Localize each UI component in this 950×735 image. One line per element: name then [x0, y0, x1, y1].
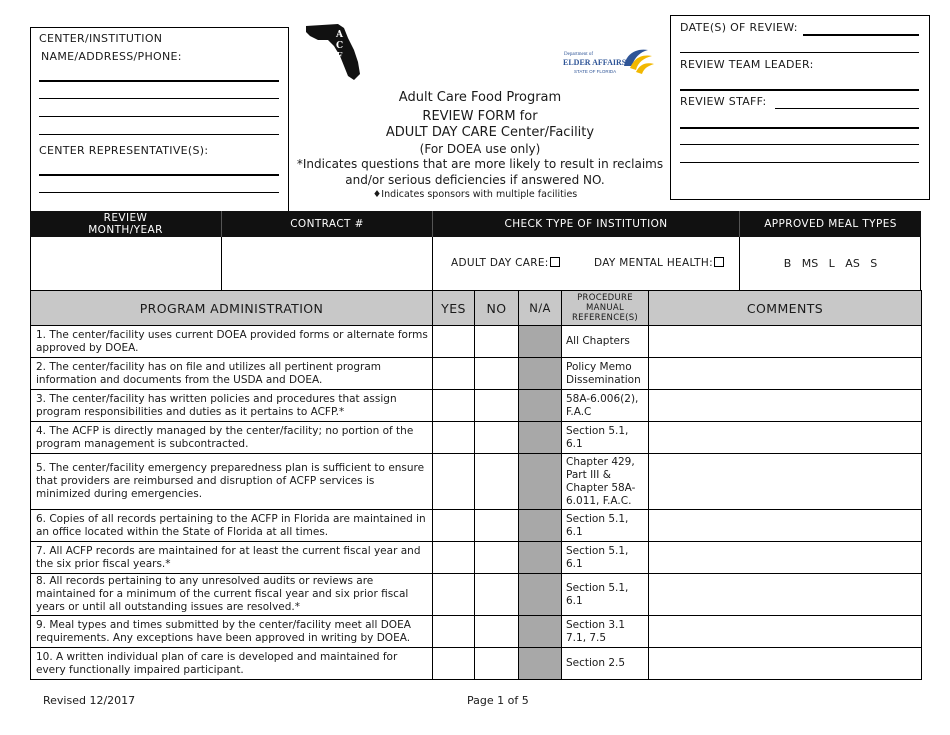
reference-text: Section 5.1, 6.1: [562, 422, 649, 454]
reference-text: 58A-6.006(2), F.A.C: [562, 390, 649, 422]
leader-line[interactable]: [680, 89, 919, 91]
comments-cell[interactable]: [649, 574, 922, 616]
table-row: [31, 616, 922, 648]
na-cell[interactable]: [519, 616, 562, 648]
table-row: [31, 574, 922, 616]
no-header: NO: [475, 291, 519, 326]
reference-text: Section 3.1 7.1, 7.5: [562, 616, 649, 648]
staff-line-1[interactable]: [775, 108, 919, 109]
note-line3: ♦Indicates sponsors with multiple facilities: [372, 189, 578, 200]
yes-cell[interactable]: [433, 648, 475, 680]
no-cell[interactable]: [475, 542, 519, 574]
question-text: 1. The center/facility uses current DOEA provided forms or alternate forms approved by DOEA.: [31, 326, 433, 358]
table-header-row: [31, 291, 922, 326]
table-row: [31, 510, 922, 542]
table-row: [31, 542, 922, 574]
question-text: 3. The center/facility has written policies and procedures that assign program responsibilities and duties as it pertains to ACFP.*: [31, 390, 433, 422]
dates-line-2[interactable]: [680, 52, 919, 53]
center-info-box: [30, 27, 289, 212]
name-line-4[interactable]: [39, 134, 279, 135]
title-line2: REVIEW FORM for: [422, 109, 538, 124]
meal-types-values: B MS L AS S: [783, 257, 878, 270]
dates-line-1[interactable]: [803, 34, 919, 36]
reference-text: Section 5.1, 6.1: [562, 574, 649, 616]
title-line4: (For DOEA use only): [419, 142, 541, 156]
elder-line3: STATE OF FLORIDA: [574, 69, 617, 74]
representative-label: CENTER REPRESENTATIVE(S):: [39, 144, 209, 157]
table-row: [31, 648, 922, 680]
yes-cell[interactable]: [433, 616, 475, 648]
comments-cell[interactable]: [649, 358, 922, 390]
staff-line-4[interactable]: [680, 162, 919, 163]
reference-text: All Chapters: [562, 326, 649, 358]
rep-line-1[interactable]: [39, 174, 279, 176]
question-text: 2. The center/facility has on file and utilizes all pertinent program information and documents from the USDA and DOEA.: [31, 358, 433, 390]
na-cell[interactable]: [519, 422, 562, 454]
center-label: CENTER/INSTITUTION: [39, 32, 163, 45]
review-info-box: [670, 15, 930, 200]
contract-cell[interactable]: [222, 237, 432, 290]
na-cell[interactable]: [519, 542, 562, 574]
no-cell[interactable]: [475, 510, 519, 542]
name-line-1[interactable]: [39, 80, 279, 82]
note-line1: *Indicates questions that are more likely to result in reclaims: [296, 157, 664, 171]
table-row: [31, 390, 922, 422]
page-number: Page 1 of 5: [467, 694, 529, 707]
leader-label: REVIEW TEAM LEADER:: [680, 58, 814, 71]
no-cell[interactable]: [475, 390, 519, 422]
question-text: 7. All ACFP records are maintained for at least the current fiscal year and the six prior fiscal years.*: [31, 542, 433, 574]
review-month-header: [30, 211, 221, 237]
meal-types-header: APPROVED MEAL TYPES: [764, 218, 897, 230]
note-line2: and/or serious deficiencies if answered NO.: [345, 173, 605, 187]
staff-label: REVIEW STAFF:: [680, 95, 767, 108]
na-cell[interactable]: [519, 326, 562, 358]
no-cell[interactable]: [475, 616, 519, 648]
title-line1: Adult Care Food Program: [398, 90, 562, 105]
comments-cell[interactable]: [649, 422, 922, 454]
yes-header: YES: [433, 291, 475, 326]
na-cell[interactable]: [519, 574, 562, 616]
elder-line1: Department of: [564, 52, 594, 57]
na-cell[interactable]: [519, 358, 562, 390]
table-row: [31, 454, 922, 510]
check-type-header: CHECK TYPE OF INSTITUTION: [504, 218, 668, 230]
yes-cell[interactable]: [433, 390, 475, 422]
yes-cell[interactable]: [433, 510, 475, 542]
staff-line-2[interactable]: [680, 127, 919, 129]
day-mental-health-option[interactable]: [594, 257, 724, 269]
table-row: [31, 358, 922, 390]
question-text: 10. A written individual plan of care is developed and maintained for every functionally impaired participant.: [31, 648, 433, 680]
table-row: [31, 422, 922, 454]
yes-cell[interactable]: [433, 326, 475, 358]
elder-line2: ELDER AFFAIRS: [563, 58, 627, 67]
na-cell[interactable]: [519, 454, 562, 510]
acfp-letters: ACFP: [336, 30, 344, 73]
institution-header-row: [30, 211, 921, 237]
yes-cell[interactable]: [433, 422, 475, 454]
day-mental-health-label: DAY MENTAL HEALTH:: [594, 257, 713, 269]
question-text: 5. The center/facility emergency preparedness plan is sufficient to ensure that providers are reimbursed and disruption of ACFP services is minimized during emergencies.: [31, 454, 433, 510]
adult-day-care-option[interactable]: [451, 257, 560, 269]
comments-cell[interactable]: [649, 616, 922, 648]
yes-cell[interactable]: [433, 542, 475, 574]
reference-text: Section 2.5: [562, 648, 649, 680]
contract-header: CONTRACT #: [290, 218, 364, 230]
comments-cell[interactable]: [649, 390, 922, 422]
dates-label: DATE(S) OF REVIEW:: [680, 21, 798, 34]
comments-cell[interactable]: [649, 648, 922, 680]
no-cell[interactable]: [475, 574, 519, 616]
no-cell[interactable]: [475, 358, 519, 390]
adult-day-care-checkbox[interactable]: [550, 257, 560, 267]
section-header: PROGRAM ADMINISTRATION: [31, 291, 433, 326]
na-header: N/A: [519, 291, 562, 326]
name-address-label: NAME/ADDRESS/PHONE:: [41, 50, 182, 63]
no-cell[interactable]: [475, 648, 519, 680]
na-cell[interactable]: [519, 390, 562, 422]
question-text: 4. The ACFP is directly managed by the center/facility; no portion of the program management is subcontracted.: [31, 422, 433, 454]
acfp-logo: [304, 22, 364, 82]
yes-cell[interactable]: [433, 574, 475, 616]
question-text: 8. All records pertaining to any unresolved audits or reviews are maintained for a minimum of the current fiscal year and six prior fiscal years or until all outstanding issues are resolved.*: [31, 574, 433, 616]
staff-line-3[interactable]: [680, 144, 919, 145]
reference-text: Section 5.1, 6.1: [562, 542, 649, 574]
comments-header: COMMENTS: [649, 291, 922, 326]
review-line1: REVIEW: [103, 212, 148, 224]
institution-data-row: [30, 237, 921, 291]
no-cell[interactable]: [475, 422, 519, 454]
name-line-2[interactable]: [39, 98, 279, 99]
adult-day-care-label: ADULT DAY CARE:: [451, 257, 549, 269]
comments-cell[interactable]: [649, 542, 922, 574]
no-cell[interactable]: [475, 454, 519, 510]
question-text: 9. Meal types and times submitted by the center/facility meet all DOEA requirements. Any exceptions have been approved in writing by DOEA.: [31, 616, 433, 648]
comments-cell[interactable]: [649, 326, 922, 358]
review-month-cell[interactable]: [31, 237, 221, 290]
day-mental-health-checkbox[interactable]: [714, 257, 724, 267]
comments-cell[interactable]: [649, 510, 922, 542]
revised-date: Revised 12/2017: [43, 694, 136, 707]
na-cell[interactable]: [519, 648, 562, 680]
reference-text: Section 5.1, 6.1: [562, 510, 649, 542]
reference-text: Policy Memo Dissemination: [562, 358, 649, 390]
name-line-3[interactable]: [39, 116, 279, 117]
ref-header: PROCEDURE MANUAL REFERENCE(S): [562, 291, 649, 326]
table-row: [31, 326, 922, 358]
title-line3: ADULT DAY CARE Center/Facility: [385, 125, 595, 140]
yes-cell[interactable]: [433, 358, 475, 390]
florida-map-icon: [304, 22, 364, 82]
rep-line-2[interactable]: [39, 192, 279, 193]
na-cell[interactable]: [519, 510, 562, 542]
program-administration-table: [30, 290, 922, 680]
elder-affairs-logo: [560, 44, 655, 80]
comments-cell[interactable]: [649, 454, 922, 510]
question-text: 6. Copies of all records pertaining to the ACFP in Florida are maintained in an office located within the State of Florida at all times.: [31, 510, 433, 542]
no-cell[interactable]: [475, 326, 519, 358]
reference-text: Chapter 429, Part III & Chapter 58A-6.011, F.A.C.: [562, 454, 649, 510]
yes-cell[interactable]: [433, 454, 475, 510]
review-line2: MONTH/YEAR: [88, 224, 163, 236]
